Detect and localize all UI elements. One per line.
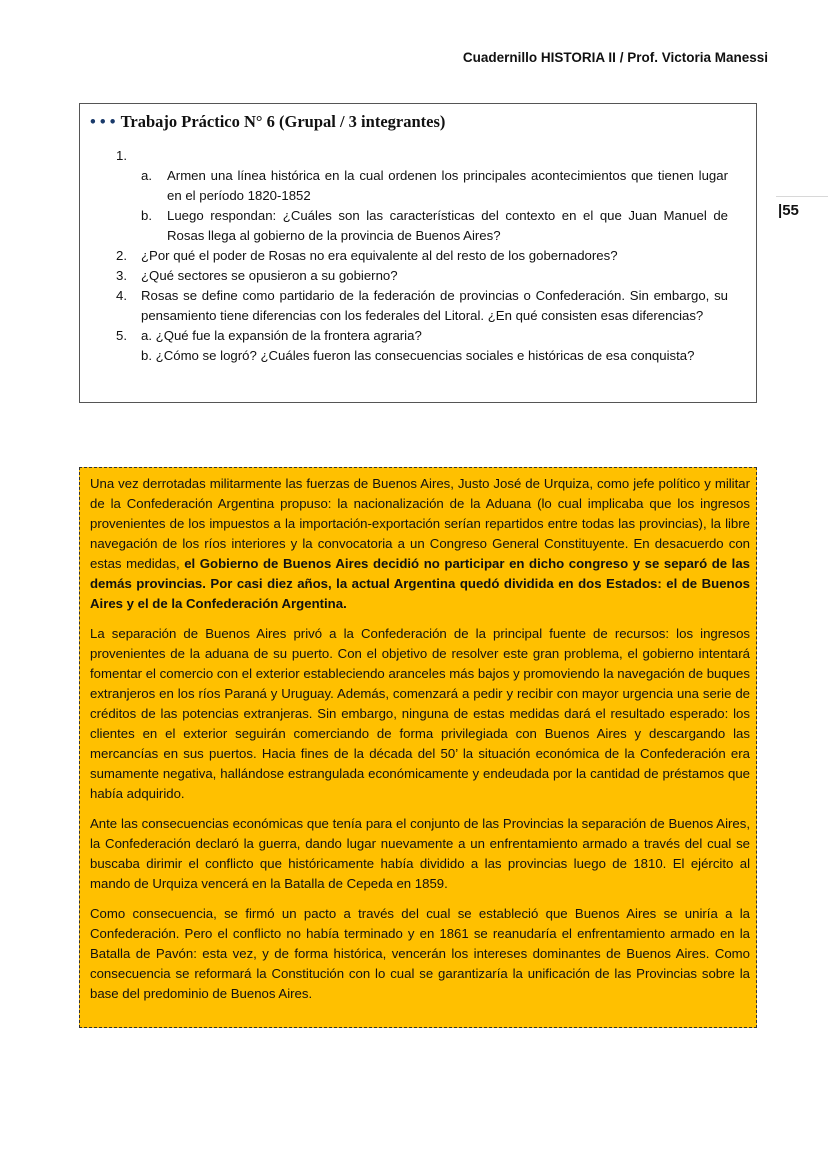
question-number: 1.	[116, 148, 127, 163]
activity-title-text: Trabajo Práctico N° 6 (Grupal / 3 integrantes)	[120, 112, 446, 131]
reading-paragraph-1	[90, 474, 750, 614]
reading-paragraph-4: Como consecuencia, se firmó un pacto a través del cual se estableció que Buenos Aires se uniría a la Confederación. Pero el conflicto no había terminado y en 1861 se reanudaría el enfrentamiento armado en la Batalla de Pavón: esta vez, y de forma histórica, vencerán los intereses dominantes de Buenos Aires. Como consecuencia se reformará la Constitución con lo cual se garantizaría la unificación de las Provincias sobre la base del predominio de Buenos Aires.	[90, 906, 750, 1001]
activity-box	[79, 103, 757, 403]
document-header: Cuadernillo HISTORIA II / Prof. Victoria Manessi	[462, 50, 768, 65]
question-text: ¿Qué sectores se opusieron a su gobierno?	[141, 268, 398, 283]
question-number: 3.	[116, 268, 127, 283]
question-number: 5.	[116, 328, 127, 343]
question-text: Armen una línea histórica en la cual ordenen los principales acontecimientos que tienen lugar en el período 1820-1852	[167, 168, 728, 203]
reading-paragraph-1-text: Una vez derrotadas militarmente las fuerzas de Buenos Aires, Justo José de Urquiza, como jefe político y militar de la Confederación Argentina propuso: la nacionalización de la Aduana (lo cual implicaba que los ingresos provenientes de los impuestos a la importación-exportación serían repartidos entre todas las provincias), la libre navegación de los ríos interiores y la convocatoria a un Congreso General Constituyente. En desacuerdo con estas medidas,	[90, 476, 750, 571]
sub-label: b.	[141, 208, 152, 223]
activity-title	[90, 112, 728, 132]
question-number: 4.	[116, 288, 127, 303]
reading-box	[79, 467, 757, 1028]
reading-paragraph-2: La separación de Buenos Aires privó a la Confederación de la principal fuente de recursos: los ingresos provenientes de la aduana de su puerto. Con el objetivo de resolver este gran problema, el gobierno intentará fomentar el comercio con el exterior estableciendo aranceles más bajos y promoviendo la navegación de buques extranjeros en los ríos Paraná y Uruguay. Además, comenzará a pedir y recibir con mayor urgencia una serie de créditos de las potencias extranjeras. Sin embargo, ninguna de estas medidas dará el resultado esperado: los clientes en el exterior seguirán comerciando de forma privilegiada con Buenos Aires y descargando las mercancías en sus puertos. Hacia fines de la década del 50’ la situación económica de la Confederación era sumamente negativa, hallándose estrangulada económicamente y endeudada por la cantidad de préstamos que había adquirido.	[90, 626, 750, 801]
question-4	[90, 286, 728, 326]
question-number: 2.	[116, 248, 127, 263]
question-3	[90, 266, 728, 286]
question-text: ¿Por qué el poder de Rosas no era equivalente al del resto de los gobernadores?	[141, 248, 618, 263]
page-number-divider	[776, 196, 828, 197]
bullet-dots: • • •	[90, 112, 116, 131]
reading-paragraph-3: Ante las consecuencias económicas que tenía para el conjunto de las Provincias la separación de Buenos Aires, la Confederación declaró la guerra, dando lugar nuevamente a un enfrentamiento armado a través del cual se buscaba dirimir el conflicto que históricamente había dividido a las provincias luego de 1810. El ejército al mando de Urquiza vencerá en la Batalla de Cepeda en 1859.	[90, 816, 750, 891]
question-text: Luego respondan: ¿Cuáles son las características del contexto en el que Juan Manuel de Rosas llega al gobierno de la provincia de Buenos Aires?	[167, 208, 728, 243]
question-5b: b. ¿Cómo se logró? ¿Cuáles fueron las consecuencias sociales e históricas de esa conquista?	[141, 348, 695, 363]
sub-label: a.	[141, 168, 152, 183]
question-2	[90, 246, 728, 266]
question-1a	[141, 166, 728, 206]
question-1b	[141, 206, 728, 246]
question-text: Rosas se define como partidario de la federación de provincias o Confederación. Sin embargo, su pensamiento tiene diferencias con los federales del Litoral. ¿En qué consisten esas diferencias?	[141, 288, 728, 323]
question-5a: a. ¿Qué fue la expansión de la frontera agraria?	[141, 328, 422, 343]
page-number: |55	[778, 202, 799, 219]
question-1	[90, 146, 728, 246]
question-5	[90, 326, 728, 366]
reading-paragraph-1-bold: el Gobierno de Buenos Aires decidió no participar en dicho congreso y se separó de las demás provincias. Por casi diez años, la actual Argentina quedó dividida en dos Estados: el de Buenos Aires y el de la Confederación Argentina.	[90, 556, 750, 611]
